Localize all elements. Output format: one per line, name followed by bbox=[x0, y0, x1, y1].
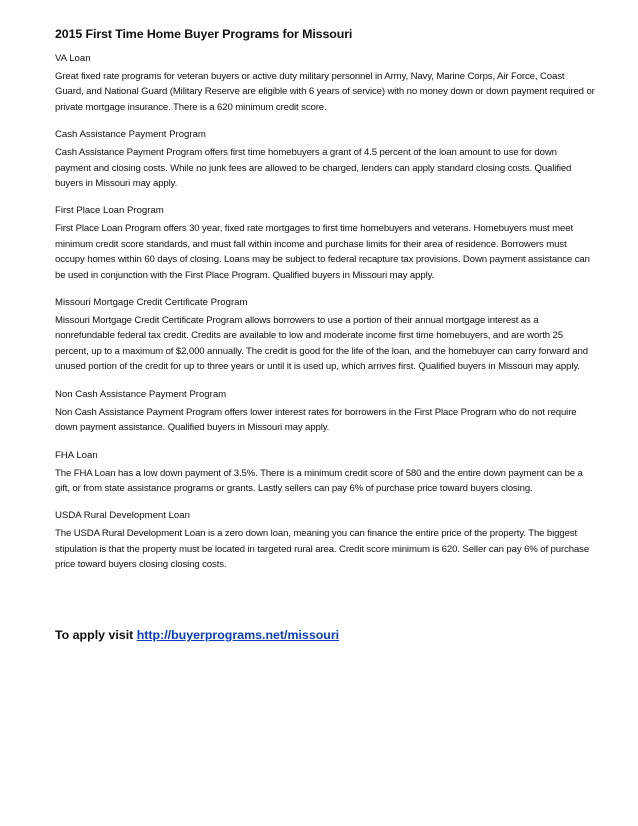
section-heading: Cash Assistance Payment Program bbox=[55, 129, 206, 141]
section-body: Missouri Mortgage Credit Certificate Program allows borrowers to use a portion of their annual mortgage interest as a nonrefundable federal tax credit. Credits are available to low and moderate income first time homebuyers, and are worth 25 percent, up to a maximum of $2,000 annually. The credit is good for the life of the loan, and the homebuyer can carry forward and unused portion of the credit for up to three years or until it is used up, which arrives first. Qualified buyers in Missouri may apply. bbox=[55, 315, 588, 373]
section-usda-rural-loan bbox=[55, 509, 595, 572]
section-body: First Place Loan Program offers 30 year, fixed rate mortgages to first time homebuyers and veterans. Homebuyers must meet minimum credit score standards, and must fall within income and purchase limits for their area of residence. Borrowers must occupy homes within 60 days of closing. Loans may be subject to federal recapture tax provisions. Down payment assistance can be used in conjunction with the First Place Program. Qualified buyers in Missouri may apply. bbox=[55, 223, 590, 281]
section-mortgage-credit-certificate bbox=[55, 296, 595, 375]
document-title: 2015 First Time Home Buyer Programs for Missouri bbox=[55, 27, 353, 41]
document-content bbox=[55, 52, 595, 586]
section-heading: FHA Loan bbox=[55, 449, 98, 461]
section-heading: USDA Rural Development Loan bbox=[55, 510, 190, 522]
section-heading: Non Cash Assistance Payment Program bbox=[55, 388, 227, 400]
section-va-loan bbox=[55, 52, 595, 115]
apply-call-to-action bbox=[55, 628, 339, 642]
section-body: The USDA Rural Development Loan is a zero down loan, meaning you can finance the entire price of the property. The biggest stipulation is that the property must be located in targeted rural area. Credit score minimum is 620. Seller can pay 6% of purchase price toward buyers closing closing costs. bbox=[55, 528, 590, 571]
section-heading: First Place Loan Program bbox=[55, 205, 164, 217]
section-body: The FHA Loan has a low down payment of 3.5%. There is a minimum credit score of 580 and the entire down payment can be a gift, or from state assistance programs or grants. Lastly sellers can pay 6% of purchase price toward buyers closing. bbox=[55, 467, 583, 494]
apply-link[interactable]: http://buyerprograms.net/missouri bbox=[136, 628, 340, 642]
section-heading: Missouri Mortgage Credit Certificate Program bbox=[55, 297, 248, 309]
section-body: Great fixed rate programs for veteran buyers or active duty military personnel in Army, Navy, Marine Corps, Air Force, Coast Guard, and National Guard (Military Reserve are eligible with 6 years of service) with no money down or down payment required or private mortgage insurance. There is a 620 minimum credit score. bbox=[55, 71, 595, 113]
section-cash-assistance bbox=[55, 128, 595, 191]
apply-label: To apply visit bbox=[55, 628, 137, 642]
section-body: Non Cash Assistance Payment Program offers lower interest rates for borrowers in the First Place Program who do not require down payment assistance. Qualified buyers in Missouri may apply. bbox=[55, 406, 577, 434]
section-fha-loan bbox=[55, 449, 595, 497]
section-non-cash-assistance bbox=[55, 388, 595, 436]
section-body: Cash Assistance Payment Program offers first time homebuyers a grant of 4.5 percent of the loan amount to use for down payment and closing costs. While no junk fees are allowed to be charged, lenders can apply standard closing costs. Qualified buyers in Missouri may apply. bbox=[55, 147, 572, 190]
section-first-place-loan bbox=[55, 204, 595, 283]
section-heading: VA Loan bbox=[55, 53, 91, 64]
